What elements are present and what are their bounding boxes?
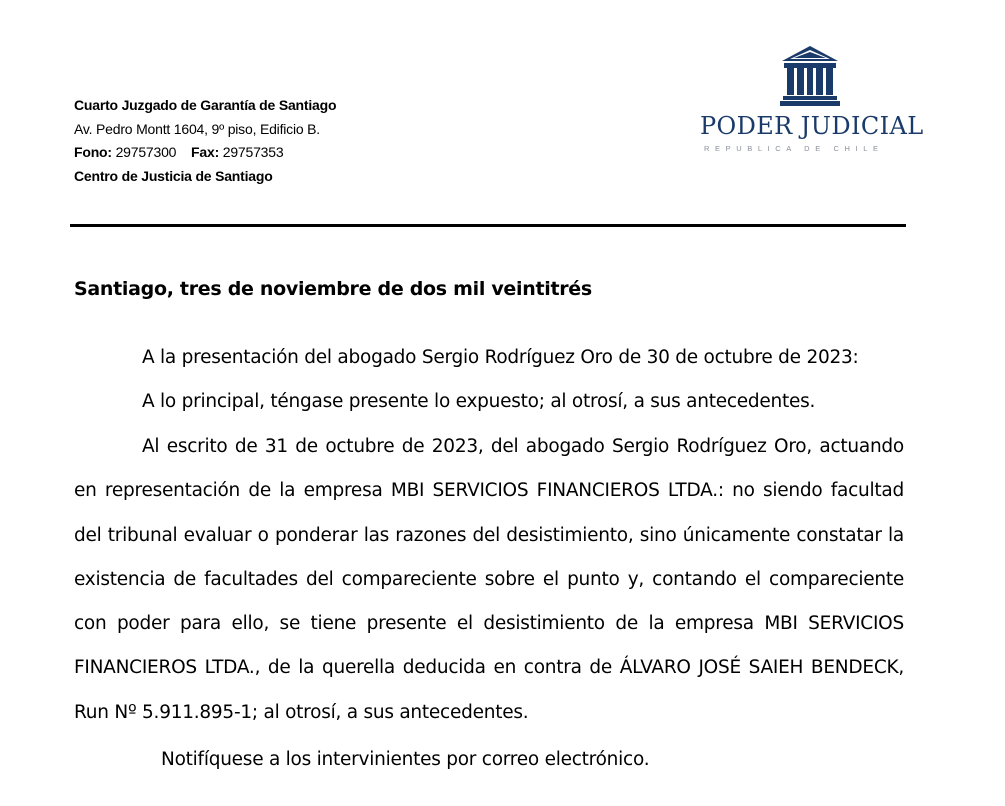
poder-judicial-logo (700, 44, 924, 156)
paragraph-1-line-2: A lo principal, téngase presente lo expuesto; al otrosí, a sus antecedentes. (142, 391, 816, 413)
court-name: Cuarto Juzgado de Garantía de Santiago (74, 97, 337, 113)
header-divider (70, 224, 906, 227)
logo-subtitle: REPUBLICA DE CHILE (704, 144, 884, 153)
logo-name: PODER JUDICIAL (700, 112, 924, 140)
phone-label: Fono: (74, 144, 112, 160)
notification-line: Notifíquese a los intervinientes por correo electrónico. (161, 749, 650, 770)
court-address: Av. Pedro Montt 1604, 9º piso, Edificio B. (74, 120, 320, 137)
court-header (74, 94, 336, 188)
document-date: Santiago, tres de noviembre de dos mil veintitrés (74, 278, 592, 300)
courthouse-emblem-icon (778, 44, 842, 108)
contact-line (74, 141, 336, 165)
fax-value: 29757353 (222, 144, 284, 160)
fax-label: Fax: (191, 144, 220, 160)
paragraph-presentation (74, 336, 904, 425)
paragraph-desistimiento: Al escrito de 31 de octubre de 2023, del abogado Sergio Rodríguez Oro, actuando en representación de la empresa MBI SERVICIOS FINANCIEROS LTDA.: no siendo facultad del tribunal evaluar o ponderar las razones del desistimiento, sino únicamente constatar la existencia de facultades del compareciente sobre el punto y, contando el compareciente con poder para ello, se tiene presente el desistimiento de la empresa MBI SERVICIOS FINANCIEROS LTDA., de la querella deducida en contra de ÁLVARO JOSÉ SAIEH BENDECK, Run Nº 5.911.895-1; al otrosí, a sus antecedentes. (74, 436, 904, 723)
phone-value: 29757300 (115, 144, 177, 160)
center-name: Centro de Justicia de Santiago (74, 167, 273, 184)
paragraph-1-line-1: A la presentación del abogado Sergio Rodríguez Oro de 30 de octubre de 2023: (142, 347, 859, 368)
